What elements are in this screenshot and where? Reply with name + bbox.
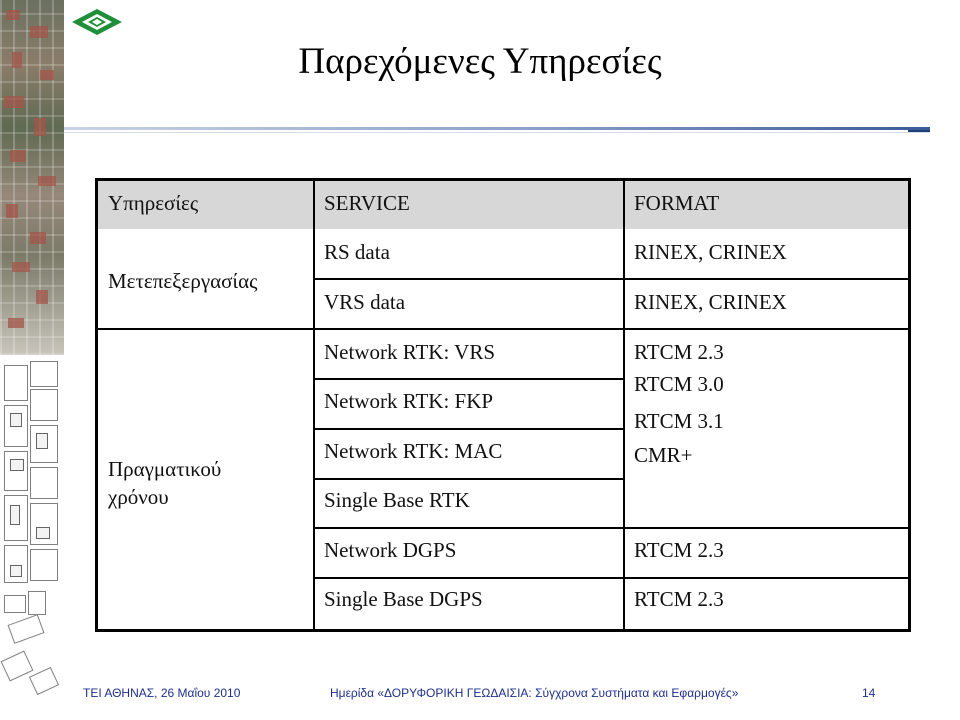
- footer-left: ΤΕΙ ΑΘΗΝΑΣ, 26 Μαΐου 2010: [83, 686, 241, 700]
- format-cell: RTCM 3.1: [634, 409, 724, 433]
- header-service: SERVICE: [324, 191, 410, 215]
- footer-center: Ημερίδα «ΔΟΡΥΦΟΡΙΚΗ ΓΕΩΔΑΙΣΙΑ: Σύγχρονα Συστήματα και Εφαρμογές»: [330, 686, 739, 700]
- format-cell: RTCM 2.3: [634, 340, 724, 364]
- services-table: [95, 178, 911, 632]
- row-divider: [313, 428, 625, 430]
- category-realtime: [108, 455, 221, 511]
- service-cell: Network DGPS: [324, 538, 457, 562]
- decorative-map-strip: [0, 0, 64, 720]
- slide-title: Παρεχόμενες Υπηρεσίες: [298, 41, 662, 82]
- title-divider: [64, 127, 930, 130]
- column-divider: [313, 181, 315, 629]
- category-realtime-line1: Πραγματικού: [108, 457, 222, 481]
- category-postprocessing: Μετεπεξεργασίας: [108, 269, 258, 293]
- row-divider: [313, 478, 625, 480]
- format-cell: RTCM 2.3: [634, 538, 724, 562]
- service-cell: Single Base DGPS: [324, 587, 483, 611]
- service-cell: Network RTK: VRS: [324, 340, 496, 364]
- format-cell: RTCM 2.3: [634, 587, 724, 611]
- category-realtime-line2: χρόνου: [108, 485, 169, 509]
- cadastral-map: [0, 355, 64, 720]
- header-format: FORMAT: [634, 191, 720, 215]
- header-services: Υπηρεσίες: [108, 191, 199, 215]
- table-header-row: [98, 181, 908, 231]
- format-cell: RINEX, CRINEX: [634, 240, 787, 264]
- title-divider-accent: [908, 130, 930, 132]
- logo-icon: [68, 6, 126, 42]
- format-cell: RINEX, CRINEX: [634, 290, 787, 314]
- column-divider: [623, 181, 625, 629]
- row-divider: [313, 378, 625, 380]
- row-divider: [313, 278, 908, 280]
- service-cell: Single Base RTK: [324, 488, 470, 512]
- service-cell: VRS data: [324, 290, 406, 314]
- aerial-photo: [0, 0, 64, 355]
- service-cell: Network RTK: MAC: [324, 439, 503, 463]
- format-cell: CMR+: [634, 443, 693, 467]
- title-divider-thin: [64, 132, 930, 133]
- service-cell: RS data: [324, 240, 390, 264]
- row-divider: [98, 328, 908, 330]
- service-cell: Network RTK: FKP: [324, 389, 494, 413]
- page-number: 14: [862, 686, 876, 700]
- format-cell: RTCM 3.0: [634, 372, 724, 396]
- row-divider: [313, 577, 908, 579]
- row-divider: [313, 527, 908, 529]
